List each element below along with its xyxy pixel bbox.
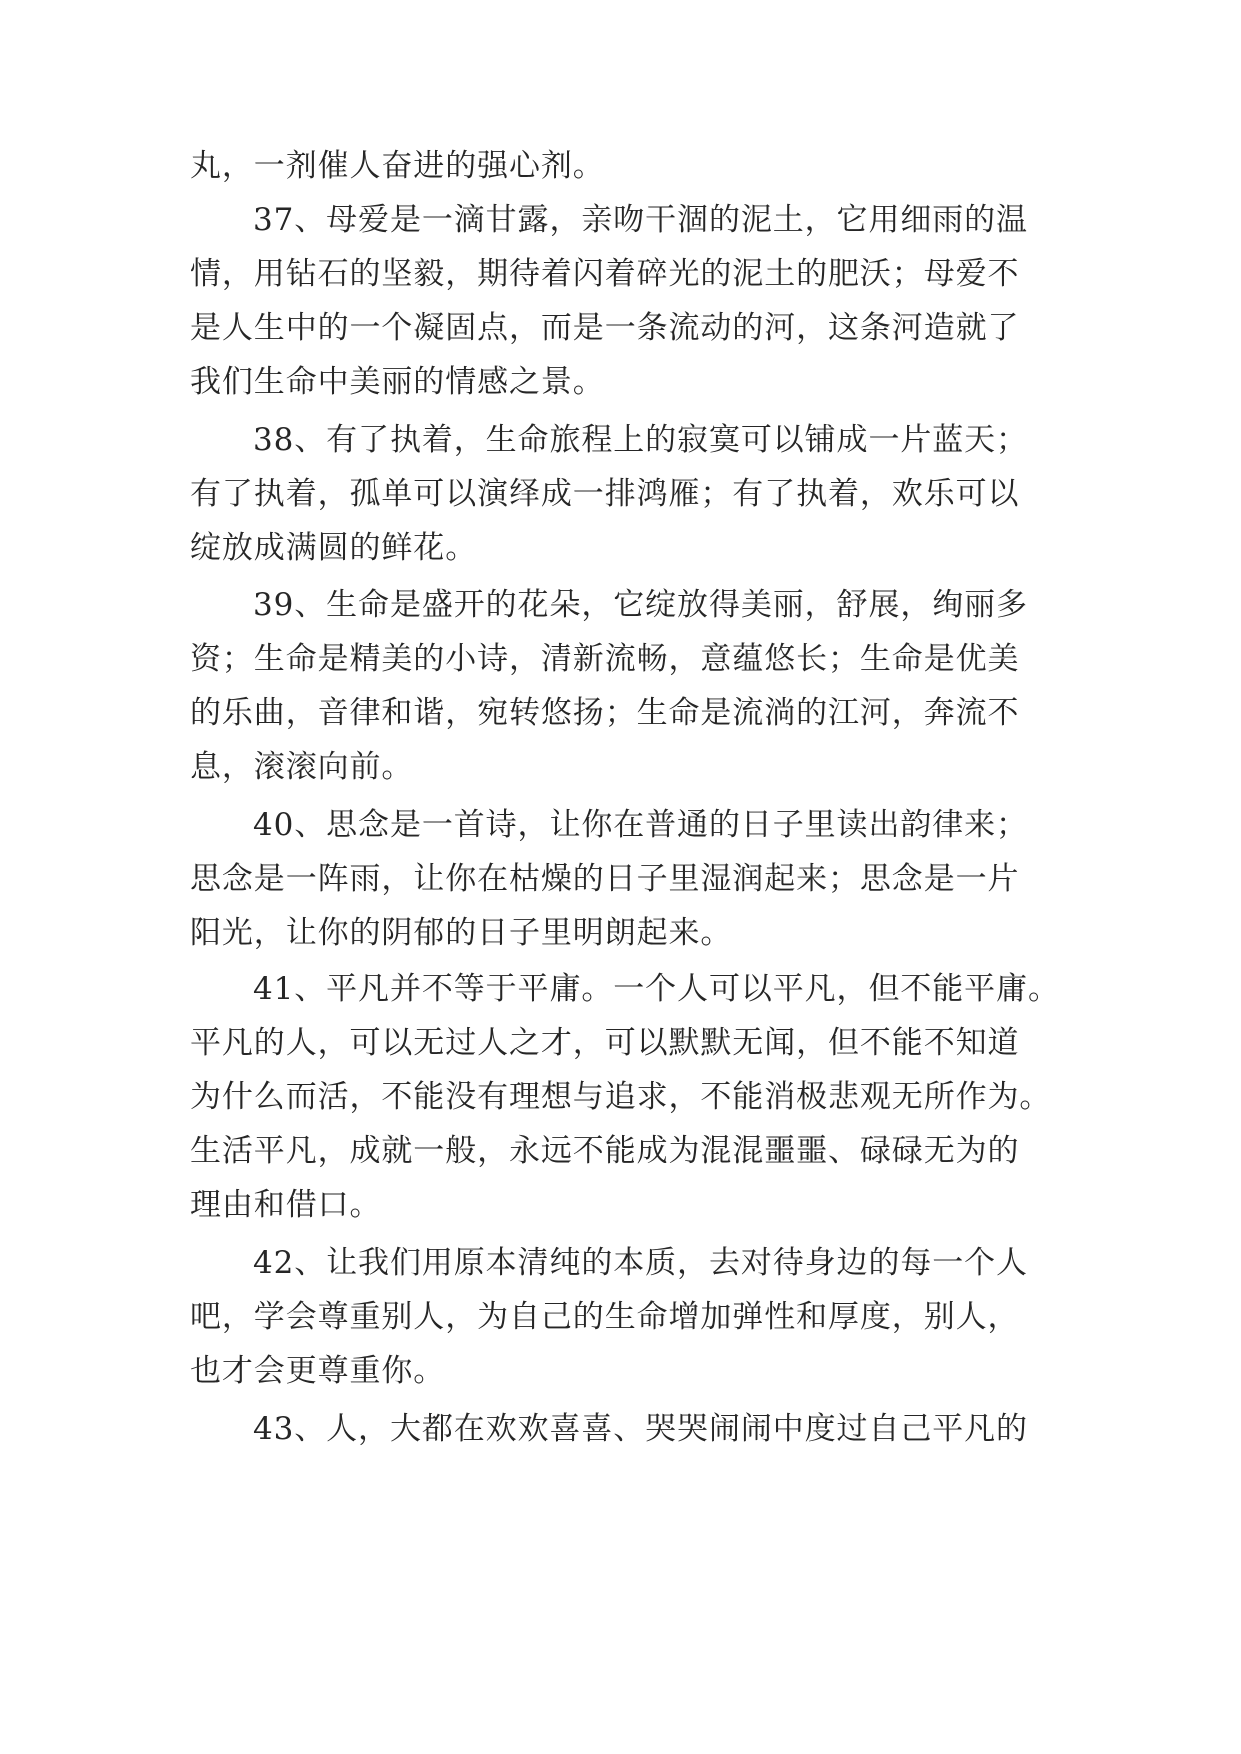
text-line: 我们生命中美丽的情感之景。: [190, 364, 605, 400]
text-line: 的乐曲，音律和谐，宛转悠扬；生命是流淌的江河，奔流不: [190, 695, 1020, 731]
text-line: 丸，一剂催人奋进的强心剂。: [190, 148, 605, 184]
text-line: 情，用钻石的坚毅，期待着闪着碎光的泥土的肥沃；母爱不: [190, 256, 1020, 292]
text-line: 思念是一阵雨，让你在枯燥的日子里湿润起来；思念是一片: [190, 861, 1020, 897]
paragraph-39-start: 39、生命是盛开的花朵，它绽放得美丽，舒展，绚丽多: [253, 587, 1028, 623]
text-line: 吧，学会尊重别人，为自己的生命增加弹性和厚度，别人，: [190, 1299, 1020, 1335]
text-line: 阳光，让你的阴郁的日子里明朗起来。: [190, 915, 733, 951]
text-line: 是人生中的一个凝固点，而是一条流动的河，这条河造就了: [190, 310, 1020, 346]
text-line: 也才会更尊重你。: [190, 1353, 446, 1389]
paragraph-38-start: 38、有了执着，生命旅程上的寂寞可以铺成一片蓝天；: [253, 422, 1028, 458]
paragraph-42-start: 42、让我们用原本清纯的本质，去对待身边的每一个人: [253, 1245, 1028, 1281]
text-line: 理由和借口。: [190, 1187, 382, 1223]
text-line: 平凡的人，可以无过人之才，可以默默无闻，但不能不知道: [190, 1025, 1020, 1061]
paragraph-43-start: 43、人，大都在欢欢喜喜、哭哭闹闹中度过自己平凡的: [253, 1411, 1028, 1447]
paragraph-40-start: 40、思念是一首诗，让你在普通的日子里读出韵律来；: [253, 807, 1028, 843]
text-line: 有了执着，孤单可以演绎成一排鸿雁；有了执着，欢乐可以: [190, 476, 1020, 512]
text-line: 息，滚滚向前。: [190, 749, 414, 785]
text-line: 资；生命是精美的小诗，清新流畅，意蕴悠长；生命是优美: [190, 641, 1020, 677]
paragraph-41-start: 41、平凡并不等于平庸。一个人可以平凡，但不能平庸。: [253, 971, 1060, 1007]
text-line: 绽放成满圆的鲜花。: [190, 530, 478, 566]
text-line: 生活平凡，成就一般，永远不能成为混混噩噩、碌碌无为的: [190, 1133, 1020, 1169]
paragraph-37-start: 37、母爱是一滴甘露，亲吻干涸的泥土，它用细雨的温: [253, 202, 1028, 238]
text-line: 为什么而活，不能没有理想与追求，不能消极悲观无所作为。: [190, 1079, 1052, 1115]
